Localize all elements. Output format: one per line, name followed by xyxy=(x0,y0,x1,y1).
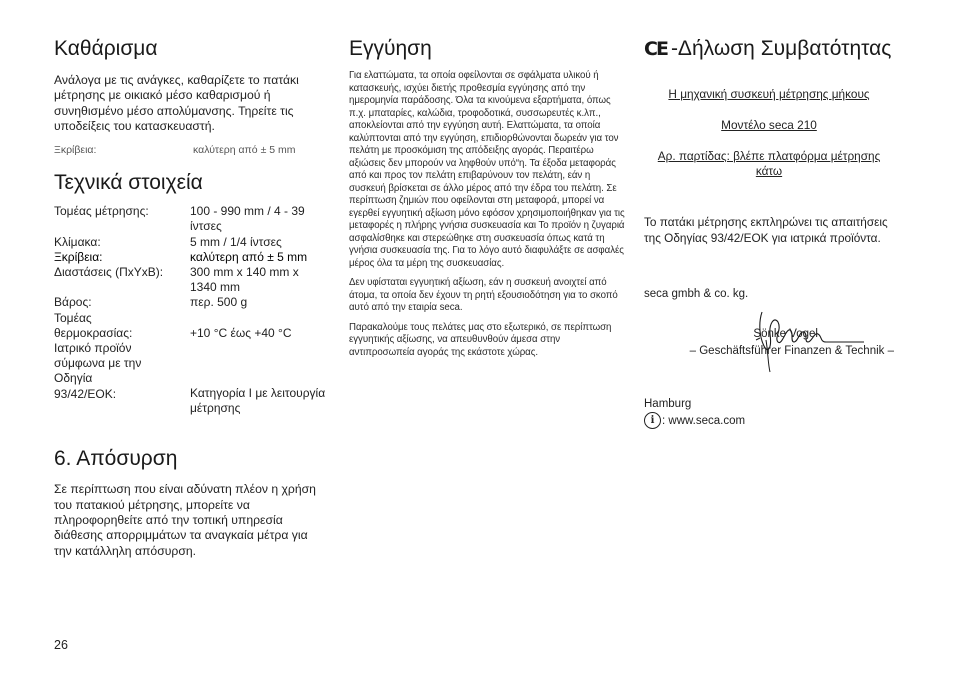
warranty-heading: Εγγύηση xyxy=(349,37,432,60)
ce-mark-icon: CE xyxy=(644,38,667,60)
signer-title: – Geschäftsführer Finanzen & Technik – xyxy=(689,345,894,357)
spec-row-dimensions xyxy=(54,265,326,295)
product-line: Η μηχανική συσκευή μέτρησης μήκους xyxy=(668,87,870,101)
model-line: Μοντέλο seca 210 xyxy=(721,118,817,132)
disposal-text: Σε περίπτωση που είναι αδύνατη πλέον η χρήση του πατακιού μέτρησης, μπορείτε να πληροφορηθείτε από την τοπική υπηρεσία διάθεσης απορριμμάτων τα αναγκαία μέτρα για την κατάλληλη απόσυρση. xyxy=(54,482,316,558)
spec-value: Κατηγορία I με λειτουργία μέτρησης xyxy=(190,386,326,416)
conformity-text: Το πατάκι μέτρησης εκπληρώνει τις απαιτήσεις της Οδηγίας 93/42/EOK για ιατρικά προϊόντα. xyxy=(644,215,888,245)
spec-row-medical xyxy=(54,341,326,416)
conformity-heading-text: -Δήλωση Συμβατότητας xyxy=(670,37,892,60)
spec-key: Κλίμακα: xyxy=(54,234,101,249)
info-icon: i xyxy=(644,412,661,429)
accuracy-note xyxy=(54,144,326,156)
spec-key: Ξκρίβεια: xyxy=(54,249,103,264)
spec-value: 100 - 990 mm / 4 - 39 ίντσες xyxy=(190,204,305,234)
accuracy-label: Ξκρίβεια: xyxy=(54,144,97,157)
accuracy-value: καλύτερη από ± 5 mm xyxy=(193,144,296,157)
company-name: seca gmbh & co. kg. xyxy=(644,288,749,300)
conformity-heading xyxy=(644,36,894,62)
spec-value: περ. 500 g xyxy=(190,295,248,310)
warranty-paragraph: Παρακαλούμε τους πελάτες μας στο εξωτερικό, σε περίπτωση εγγυητικής αξίωσης, να απευθυνθούν άμεσα στην αντιπροσωπεία αγοράς της εκάστοτε χώρας. xyxy=(349,321,612,358)
spec-row-range xyxy=(54,204,326,234)
spec-key: Ιατρικό προϊόν σύμφωνα με την Οδηγία 93/42/EOK: xyxy=(54,341,142,401)
spec-row-weight xyxy=(54,295,326,310)
tech-data-heading: Τεχνικά στοιχεία xyxy=(54,171,203,195)
left-column xyxy=(54,36,326,559)
spec-key: Τομέας θερμοκρασίας: xyxy=(54,310,133,340)
spec-value: 300 mm x 140 mm x 1340 mm xyxy=(190,265,299,295)
warranty-paragraph: Για ελαττώματα, τα οποία οφείλονται σε σφάλματα υλικού ή κατασκευής, ισχύει διετής προθεσμία εγγύησης από την ημερομηνία παράδοσης. Όλα τα κινούμενα εξαρτήματα, όπως π.χ. μπαταρίες, καλώδια, τροφοδοτικά, συσσωρευτές κ.λπ., αποκλείονται από την εγγύηση αυτή. Ελαττώματα, τα οποία καλύπτονται από την εγγύηση, επιδιορθώνονται δωρεάν για τον πελάτη με προσκόμιση της απόδειξης αγοράς. Περαιτέρω αξιώσεις δεν μπορούν να ληφθούν υπό“η. Τα έξοδα μεταφοράς από και προς τον πελάτη επιβαρύνουν τον πελάτη, εάν η συσκευή βρίσκεται σε άλλο μέρος από την έδρα του πελάτη. Σε περίπτωση ζημιών που οφείλονται στη μεταφορά, μπορεί να εγερθεί εγγυητική αξίωση μόνο εφόσον χρησιμοποιήθηκαν για τις μεταφορές η πλήρης γνήσια συσκευασία και Το προϊόν η ζυγαριά ασφαλίσθηκε και στερεώθηκε στη συσκευασία όπως κατά τη γνήσια συσκευασία της. Για το λόγο αυτό διαφυλάξτε σε ασφαλές μέρος όλα τα μέρη της συσκευασίας. xyxy=(349,70,625,269)
spec-key: Τομέας μέτρησης: xyxy=(54,204,149,219)
spec-value: καλύτερη από ± 5 mm xyxy=(190,249,308,264)
spec-table xyxy=(54,204,326,416)
spec-row-temperature xyxy=(54,311,326,341)
spec-value: 5 mm / 1/4 ίντσες xyxy=(190,234,282,249)
page-number: 26 xyxy=(54,638,68,652)
cleaning-text: Ανάλογα με τις ανάγκες, καθαρίζετε το πατάκι μέτρησης με οικιακό μέσο καθαρισμού ή συνηθισμένο μέσο απολύμανσης. Τηρείτε τις υποδείξεις του κατασκευαστή. xyxy=(54,73,299,133)
website-link[interactable]: : www.seca.com xyxy=(662,414,746,427)
website-row xyxy=(644,412,894,429)
spec-key: Βάρος: xyxy=(54,295,92,310)
spec-value: +10 °C έως +40 °C xyxy=(190,325,292,340)
spec-key: Διαστάσεις (ΠxΥxΒ): xyxy=(54,265,164,279)
signature-block xyxy=(644,304,894,374)
warranty-paragraph: Δεν υφίσταται εγγυητική αξίωση, εάν η συσκευή ανοιχτεί από άτομα, τα οποία δεν έχουν τη ρητή εξουσιοδότηση για το σκοπό αυτό από την εταιρία seca. xyxy=(349,277,618,313)
right-column xyxy=(644,36,894,429)
cleaning-heading: Καθάρισμα xyxy=(54,37,158,60)
city: Hamburg xyxy=(644,398,692,410)
spec-row-scale xyxy=(54,235,326,250)
middle-column xyxy=(349,36,625,359)
signer-name: Sönke Vogel xyxy=(753,328,818,340)
spec-row-accuracy xyxy=(54,250,326,265)
batch-line: Αρ. παρτίδας: βλέπε πλατφόρμα μέτρησης κάτω xyxy=(657,149,881,178)
disposal-heading: 6. Απόσυρση xyxy=(54,447,178,471)
